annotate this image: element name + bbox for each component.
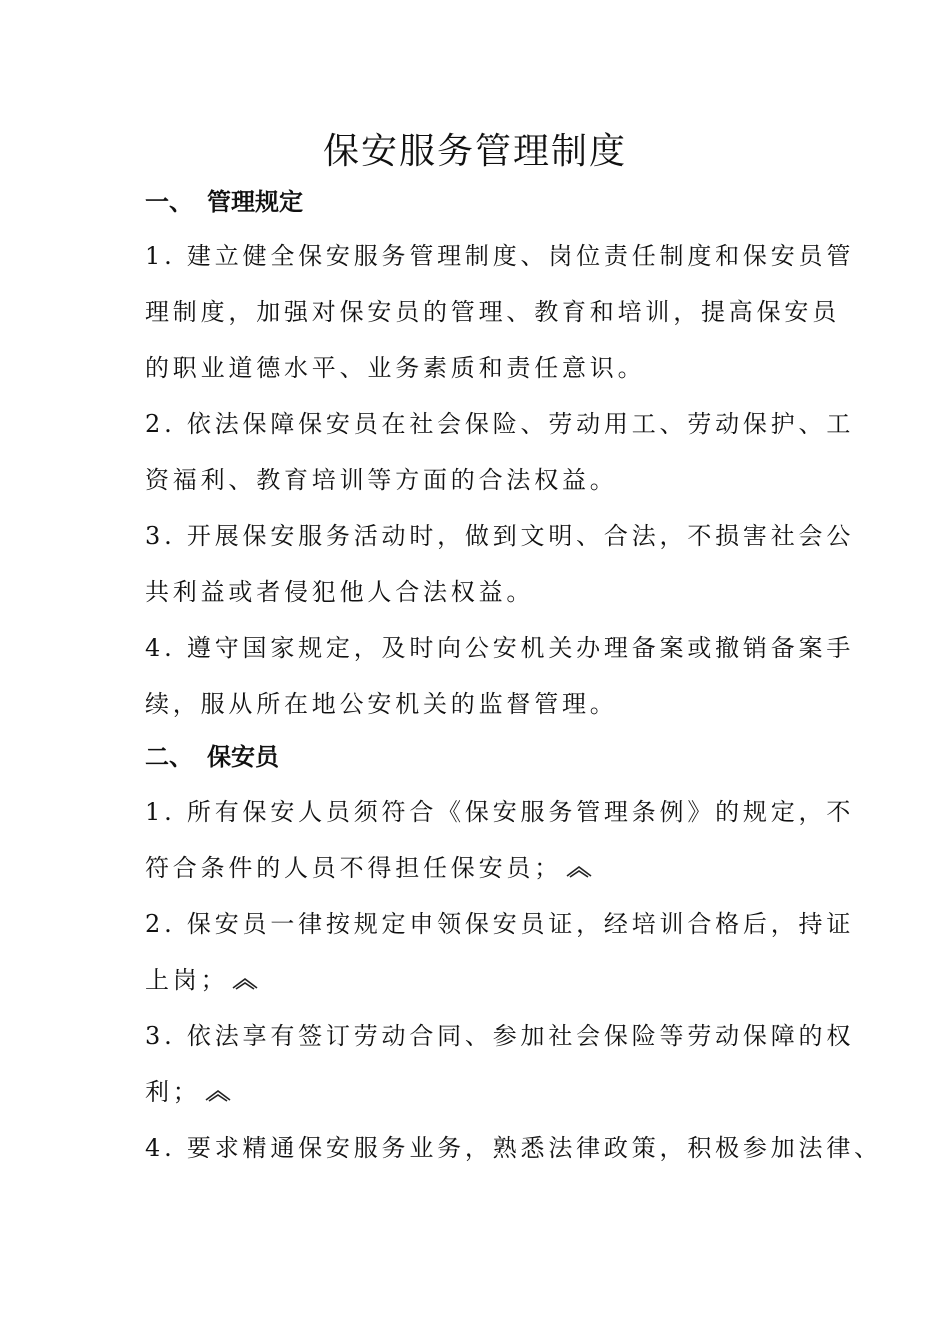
paragraph-line-text: 利；	[145, 1078, 201, 1106]
paragraph-line: 理制度，加强对保安员的管理、教育和培训，提高保安员	[145, 298, 840, 326]
paragraph-line-text: 上岗；	[145, 966, 229, 994]
paragraph-line	[145, 1076, 825, 1110]
paragraph-line	[145, 964, 825, 998]
paragraph-line: 1. 所有保安人员须符合《保安服务管理条例》的规定，不	[145, 798, 855, 826]
chevron-mark-icon	[232, 966, 258, 998]
section-title: 管理规定	[207, 188, 303, 216]
paragraph-line: 资福利、教育培训等方面的合法权益。	[145, 466, 618, 494]
paragraph-line: 2. 依法保障保安员在社会保险、劳动用工、劳动保护、工	[145, 410, 855, 438]
paragraph-line-text: 符合条件的人员不得担任保安员；	[145, 854, 562, 882]
section-title: 保安员	[207, 743, 279, 771]
paragraph-line: 3. 开展保安服务活动时，做到文明、合法，不损害社会公	[145, 522, 855, 550]
paragraph-line: 4. 要求精通保安服务业务，熟悉法律政策，积极参加法律、	[145, 1134, 882, 1162]
paragraph-line	[145, 852, 825, 886]
document-title: 保安服务管理制度	[322, 131, 627, 172]
paragraph-line: 的职业道德水平、业务素质和责任意识。	[145, 354, 646, 382]
paragraph-line: 2. 保安员一律按规定申领保安员证，经培训合格后，持证	[145, 910, 855, 938]
section-number: 一、	[145, 188, 193, 216]
chevron-mark-icon	[566, 854, 592, 886]
paragraph-line: 3. 依法享有签订劳动合同、参加社会保险等劳动保障的权	[145, 1022, 855, 1050]
section-heading-2	[145, 741, 279, 773]
paragraph-line: 续，服从所在地公安机关的监督管理。	[145, 690, 618, 718]
paragraph-line: 共利益或者侵犯他人合法权益。	[145, 578, 535, 606]
chevron-mark-icon	[205, 1078, 231, 1110]
section-number: 二、	[145, 743, 193, 771]
paragraph-line: 1. 建立健全保安服务管理制度、岗位责任制度和保安员管	[145, 242, 855, 270]
paragraph-line: 4. 遵守国家规定，及时向公安机关办理备案或撤销备案手	[145, 634, 855, 662]
section-heading-1	[145, 186, 303, 218]
